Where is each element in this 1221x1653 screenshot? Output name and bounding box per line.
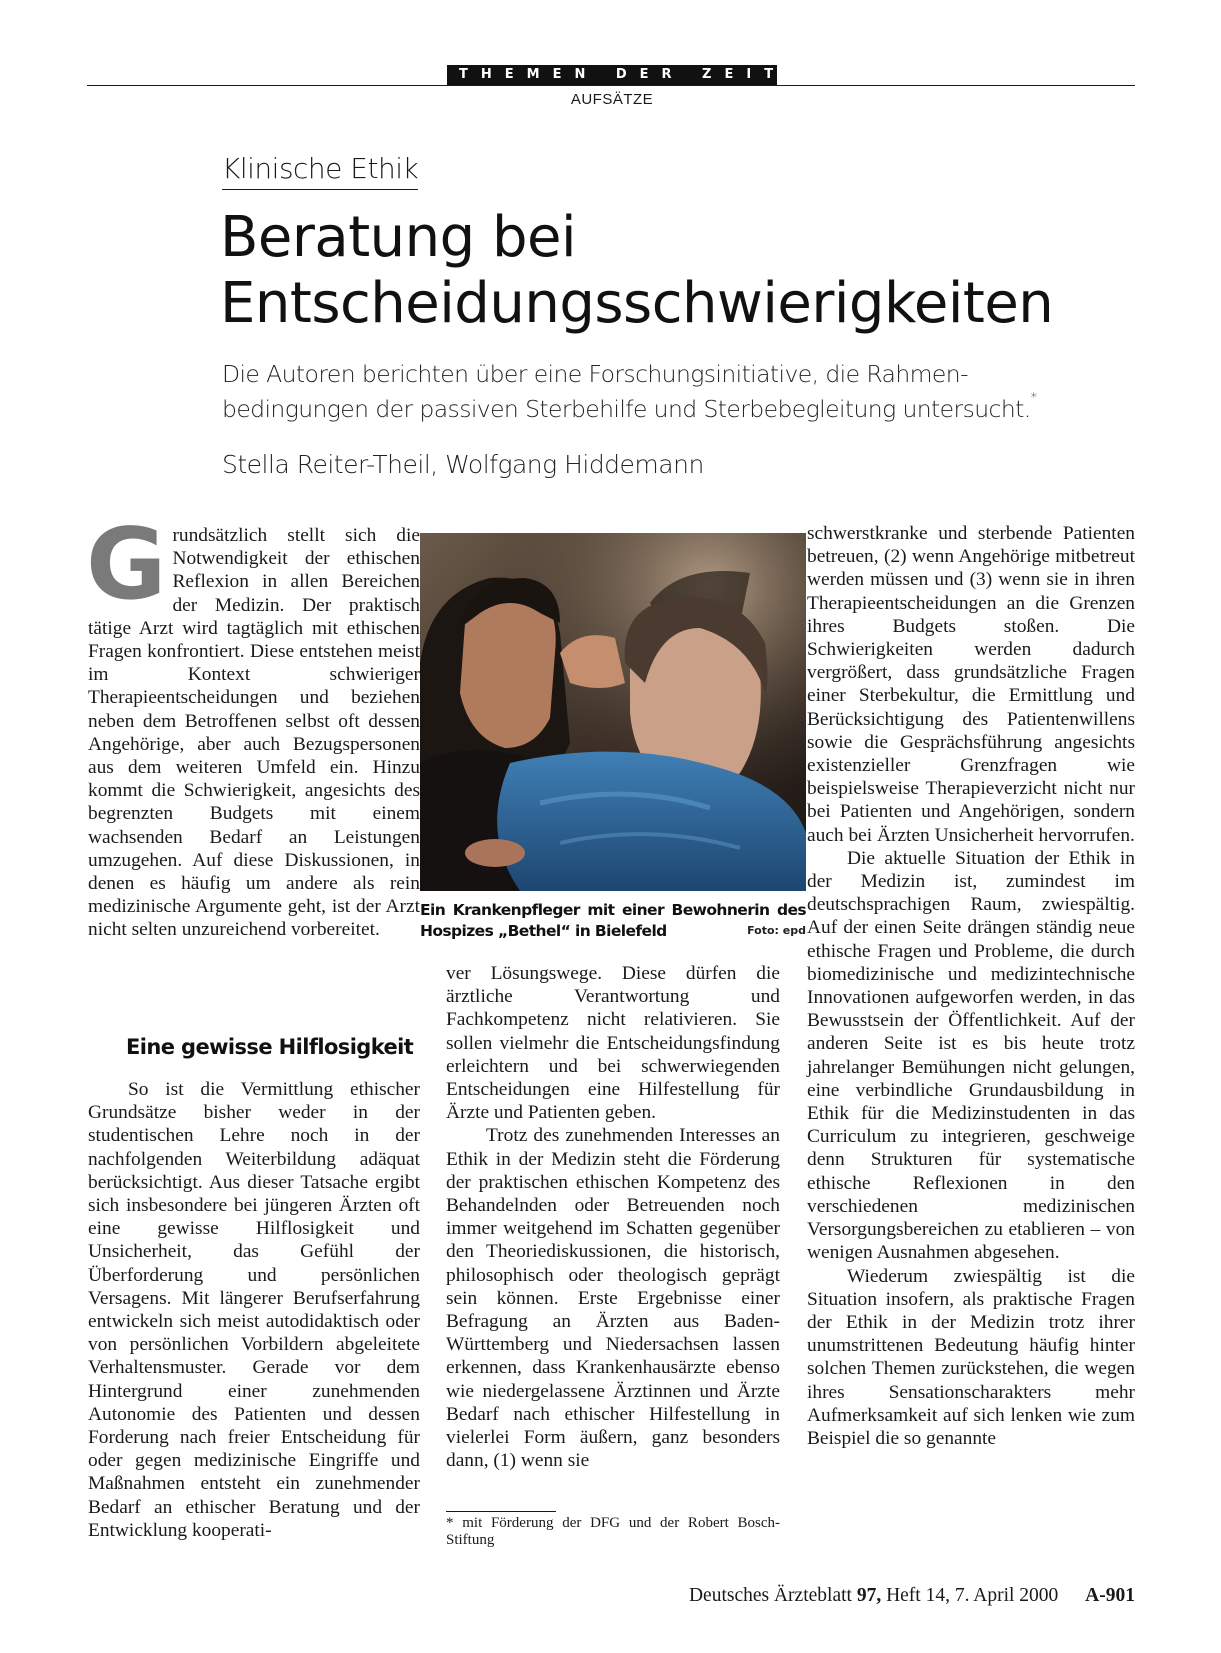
paragraph: schwerstkranke und sterbende Patienten betreuen, (2) wenn Angehörige mitbetreut werden müssen und (3) wenn sie in ihren Therapieentscheidungen an die Grenzen ihres Budgets stoßen. Die Schwierigkeiten werden dadurch vergrößert, dass grundsätzliche Fragen einer Sterbekultur, die Ermittlung und Berücksichtigung des Patientenwillens sowie die Gesprächsführung angesichts existenzieller Grenzfragen wie beispielsweise Therapieverzicht nicht nur bei Patienten und Angehörigen, sondern auch bei Ärzten Unsicherheit hervorrufen.: [807, 523, 1135, 846]
column-3: [807, 522, 1135, 1450]
photo-credit: Foto: epd: [747, 924, 806, 937]
photo-illustration: [420, 533, 806, 891]
photo-caption: Ein Krankenpfleger mit einer Bewohnerin des Hospizes „Bethel“ in Bielefeld: [420, 901, 806, 940]
paragraph: ver Lösungswege. Diese dürfen die ärztliche Verantwortung und Fachkompetenz nicht relativieren. Sie sollen vielmehr die Entscheidungsfindung erleichtern und bei schwerwiegenden Entscheidungen eine Hilfestellung für Ärzte und Patienten geben.: [446, 963, 780, 1124]
article-title: [220, 205, 1120, 337]
title-line-2: Entscheidungsschwierigkeiten: [220, 271, 1054, 336]
intro-paragraph: [86, 508, 420, 942]
paragraph: Wiederum zwiespältig ist die Situation insofern, als praktische Fragen der Ethik in der Medizin trotz ihrer unumstrittenen Bedeutung häufig hinter solchen Themen zurückstehen, die wegen ihres Sensationscharakters mehr Aufmerksamkeit auf sich lenken wie zum Beispiel die so genannte: [807, 1265, 1135, 1449]
article-authors: Stella Reiter-Theil, Wolfgang Hiddemann: [222, 450, 704, 479]
page-number: A-901: [1085, 1585, 1135, 1606]
footnote-rule: [446, 1511, 556, 1512]
journal-issue: Heft 14, 7. April 2000: [886, 1585, 1059, 1606]
section-band: THEMEN DER ZEIT: [447, 65, 777, 85]
paragraph: So ist die Vermittlung ethischer Grundsätze bisher weder in der studentischen Lehre noch in der nachfolgenden Weiterbildung adäquat berücksichtigt. Aus dieser Tatsache ergibt sich insbesondere bei jüngeren Ärzten oft eine gewisse Hilflosigkeit und Unsicherheit, das Gefühl der Überforderung und persönlichen Versagens. Mit längerer Berufserfahrung entwickeln sich meist autodidaktisch oder von persönlichen Vorbildern abgeleitete Verhaltensmuster. Gerade vor dem Hintergrund einer zunehmenden Autonomie des Patienten und dessen Forderung nach freier Entscheidung für oder gegen medizinische Eingriffe und Maßnahmen entsteht ein zunehmender Bedarf an ethischer Beratung und der Entwicklung kooperati-: [88, 1079, 420, 1541]
article-lead: [222, 357, 1102, 427]
title-line-1: Beratung bei: [220, 205, 577, 270]
column-2: [446, 962, 780, 1472]
paragraph: Trotz des zunehmenden Interesses an Ethik in der Medizin steht die Förderung der praktischen ethischen Kompetenz des Behandelnden oder Betreuenden noch immer weitgehend im Schatten gegenüber den Theoriediskussionen, die historisch, philosophisch oder theologisch geprägt sein können. Erste Ergebnisse einer Befragung an Ärzten aus Baden-Württemberg und Niedersachsen lassen erkennen, dass Krankenhausärzte ebenso wie niedergelassene Ärztinnen und Ärzte Bedarf nach ethischer Hilfestellung in vielerlei Form äußern, ganz besonders dann, (1) wenn sie: [446, 1125, 780, 1472]
page-footer: [660, 1585, 1135, 1607]
paragraph: Die aktuelle Situation der Ethik in der Medizin ist, zumindest im deutschsprachigen Raum, zwiespältig. Auf der einen Seite drängen ständig neue ethische Fragen und Probleme, die durch biomedizinische und medizintechnische Innovationen aufgeworfen werden, in das Bewusstsein der Öffentlichkeit. Auf der anderen Seite ist es bis heute trotz jahrelanger Bemühungen nicht gelungen, eine verbindliche Grundausbildung in Ethik für die Medizinstudenten in das Curriculum zu integrieren, geschweige denn Strukturen für systematische ethische Reflexionen in den verschiedenen medizinischen Versorgungsbereichen zu etablieren – von wenigen Ausnahmen abgesehen.: [807, 847, 1135, 1264]
column-1-bottom: [88, 1078, 420, 1542]
footnote: * mit Förderung der DFG und der Robert Bosch-Stiftung: [446, 1515, 780, 1548]
drop-cap: G: [86, 508, 167, 622]
article-photo: [420, 533, 806, 891]
lead-footnote-marker: *: [1030, 391, 1037, 406]
journal-volume: 97,: [856, 1585, 882, 1606]
section-heading: Eine gewisse Hilflosigkeit: [126, 1035, 414, 1059]
section-subtitle: AUFSÄTZE: [570, 91, 654, 108]
column-1-top: [86, 508, 420, 942]
journal-name: Deutsches Ärzteblatt: [688, 1585, 852, 1606]
lead-text: Die Autoren berichten über eine Forschungsinitiative, die Rahmenbedingungen der passiven Sterbehilfe und Sterbebegleitung untersucht.: [222, 360, 1031, 423]
intro-text: rundsätzlich stellt sich die Notwendigkeit der ethischen Reflexion in allen Bereichen der Medizin. Der praktisch tätige Arzt wird tagtäglich mit ethischen Fragen konfrontiert. Diese entstehen meist im Kontext schwieriger Therapieentscheidungen und beziehen neben dem Betroffenen selbst oft dessen Angehörige, aber auch Bezugspersonen aus dem weiteren Umfeld ein. Hinzu kommt die Schwierigkeit, angesichts des begrenzten Budgets mit einem wachsenden Bedarf an Leistungen umzugehen. Auf diese Diskussionen, in denen es häufig um andere als rein medizinische Argumente geht, ist der Arzt nicht selten unzureichend vorbereitet.: [88, 525, 420, 941]
article-kicker: Klinische Ethik: [222, 152, 418, 190]
header-rule: [87, 85, 1135, 86]
